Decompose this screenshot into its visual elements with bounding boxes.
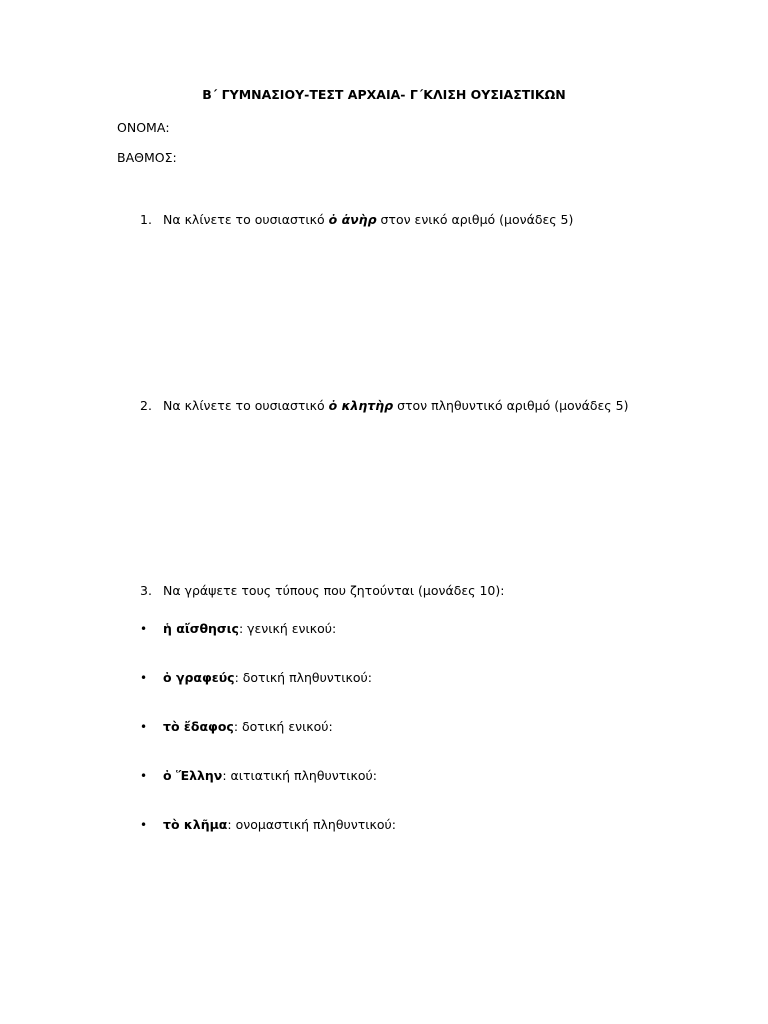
- question-2: [140, 398, 628, 413]
- question-text: Να γράψετε τους τύπους που ζητούνται (μονάδες 10):: [163, 583, 505, 598]
- question-text-suffix: στον ενικό αριθμό (μονάδες 5): [376, 212, 574, 227]
- item-text: : γενική ενικού:: [238, 621, 337, 636]
- page-title: Β΄ ΓΥΜΝΑΣΙΟΥ-ΤΕΣΤ ΑΡΧΑΙΑ- Γ΄ΚΛΙΣΗ ΟΥΣΙΑΣΤΙΚΩΝ: [202, 87, 566, 102]
- grade-label: ΒΑΘΜΟΣ:: [117, 150, 177, 165]
- item-term: ὁ Ἕλλην: [163, 768, 223, 783]
- question-term: ὁ κλητὴρ: [328, 398, 394, 413]
- question-term: ὁ ἀνὴρ: [328, 212, 377, 227]
- question-number: 2.: [140, 398, 152, 413]
- question-number: 1.: [140, 212, 152, 227]
- question-text-suffix: στον πληθυντικό αριθμό (μονάδες 5): [393, 398, 629, 413]
- question-number: 3.: [140, 583, 152, 598]
- bullet-icon: •: [140, 671, 148, 685]
- list-item: [140, 768, 377, 783]
- question-3: [140, 583, 504, 598]
- list-item: [140, 817, 396, 832]
- bullet-icon: •: [140, 622, 148, 636]
- item-text: : ονομαστική πληθυντικού:: [227, 817, 396, 832]
- item-text: : δοτική πληθυντικού:: [234, 670, 372, 685]
- bullet-icon: •: [140, 818, 148, 832]
- bullet-icon: •: [140, 720, 148, 734]
- question-text: Να κλίνετε το ουσιαστικό: [163, 398, 329, 413]
- item-term: ἡ αἴσθησις: [163, 621, 239, 636]
- item-term: ὁ γραφεύς: [163, 670, 235, 685]
- list-item: [140, 621, 336, 636]
- question-1: [140, 212, 573, 227]
- item-text: : αιτιατική πληθυντικού:: [222, 768, 377, 783]
- item-term: τὸ ἔδαφος: [163, 719, 234, 734]
- name-label: ΟΝΟΜΑ:: [117, 120, 170, 135]
- item-text: : δοτική ενικού:: [233, 719, 333, 734]
- list-item: [140, 719, 333, 734]
- question-text: Να κλίνετε το ουσιαστικό: [163, 212, 329, 227]
- list-item: [140, 670, 372, 685]
- bullet-icon: •: [140, 769, 148, 783]
- item-term: τὸ κλῆμα: [163, 817, 228, 832]
